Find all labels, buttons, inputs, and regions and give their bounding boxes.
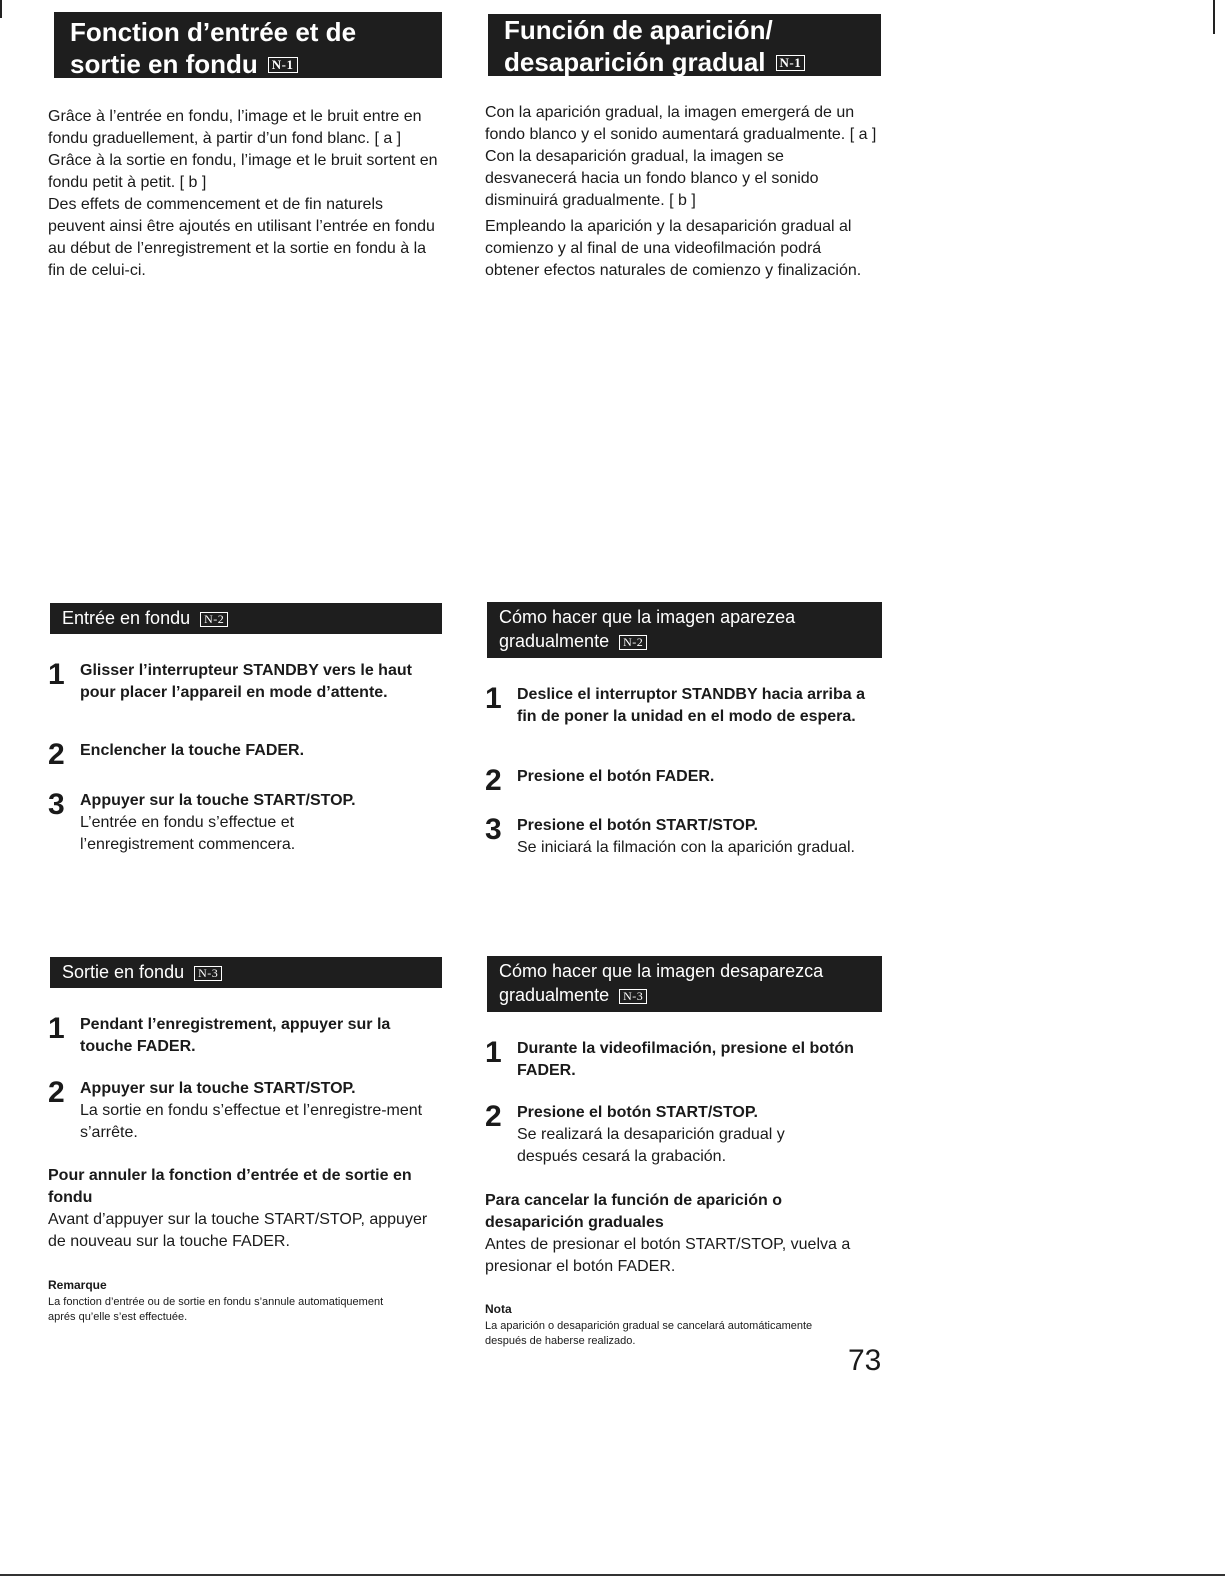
scan-edge-left [0,0,2,18]
es-note-text: La aparición o desaparición gradual se cancelará automáticamente después de haberse realizado. [485,1320,813,1347]
step-title: Deslice el interruptor STANDBY hacia arriba a fin de poner la unidad en el modo de espera. [517,686,865,725]
es-fade-in-heading [487,602,882,658]
fr-note-text: La fonction d’entrée ou de sortie en fondu s’annule automatiquement aprés qu’elle s’est effectuée. [48,1296,384,1323]
fr-fade-out-step-2 [48,1078,443,1144]
es-fade-out-badge: N-3 [619,989,647,1004]
fr-intro [48,106,443,282]
fr-fade-in-badge: N-2 [200,612,228,627]
es-cancel-title: Para cancelar la función de aparición o desaparición graduales [485,1192,782,1231]
step-number: 2 [485,1100,502,1133]
es-note-label: Nota [485,1302,512,1316]
fr-fade-in-step-3 [48,790,443,856]
fr-fade-out-badge: N-3 [194,966,222,981]
es-section-title [488,14,881,76]
fr-intro-p2: Grâce à la sortie en fondu, l’image et le bruit sortent en fondu petit à petit. [ b ] [48,152,438,191]
fr-fade-out-heading [50,957,442,988]
fr-intro-p1: Grâce à l’entrée en fondu, l’image et le bruit entre en fondu graduellement, à partir d’un fond blanc. [ a ] [48,108,422,147]
step-description: Se realizará la desaparición gradual y después cesará la grabación. [517,1126,785,1165]
fr-note [48,1278,388,1325]
es-title-badge: N-1 [776,55,806,71]
step-number: 2 [485,764,502,797]
step-description: L’entrée en fondu s’effectue et l’enregistrement commencera. [80,814,296,853]
fr-fade-in-heading [50,603,442,634]
step-description: Se iniciará la filmación con la aparición gradual. [517,839,855,856]
step-title: Presione el botón FADER. [517,768,715,785]
fr-title-badge: N-1 [268,57,298,73]
es-intro-p1: Con la aparición gradual, la imagen emergerá de un fondo blanco y el sonido aumentará gradualmente. [ a ] [485,104,877,143]
es-fade-out-heading-text: Cómo hacer que la imagen desaparezca gradualmente [499,961,824,1005]
step-title: Enclencher la touche FADER. [80,742,305,759]
step-title: Appuyer sur la touche START/STOP. [80,1080,356,1097]
step-number: 1 [485,682,502,715]
es-fade-out-step-2 [485,1102,885,1168]
step-number: 1 [48,1012,65,1045]
es-fade-out-step-1 [485,1038,885,1082]
step-title: Presione el botón START/STOP. [517,1104,758,1121]
es-cancel-text: Antes de presionar el botón START/STOP, vuelva a presionar el botón FADER. [485,1236,851,1275]
scan-edge-right [1213,0,1215,34]
step-number: 1 [485,1036,502,1069]
es-cancel-section [485,1190,885,1278]
es-fade-out-heading [487,956,882,1012]
es-fade-in-step-3 [485,815,885,859]
es-title-text: Función de aparición/ desaparición gradual [504,15,773,77]
fr-fade-in-step-1 [48,660,443,704]
es-intro [485,102,885,282]
step-title: Presione el botón START/STOP. [517,817,758,834]
step-number: 3 [485,813,502,846]
es-fade-in-heading-text: Cómo hacer que la imagen aparezea gradualmente [499,607,796,651]
fr-section-title [54,12,442,78]
es-note [485,1302,815,1349]
fr-cancel-text: Avant d’appuyer sur la touche START/STOP, appuyer de nouveau sur la touche FADER. [48,1211,428,1250]
page-number: 73 [848,1344,882,1377]
es-intro-p3: Empleando la aparición y la desaparición gradual al comienzo y al final de una videofilmación podrá obtener efectos naturales de comienzo y finalización. [485,218,862,279]
step-title: Pendant l’enregistrement, appuyer sur la touche FADER. [80,1016,391,1055]
fr-fade-out-heading-text: Sortie en fondu [62,962,185,982]
step-number: 3 [48,788,65,821]
es-intro-p2: Con la desaparición gradual, la imagen se desvanecerá hacia un fondo blanco y el sonido disminuirá gradualmente. [ b ] [485,148,819,209]
fr-cancel-section [48,1165,443,1253]
es-fade-in-step-1 [485,684,885,728]
scan-edge-bottom [0,1574,1225,1576]
fr-fade-out-step-1 [48,1014,443,1058]
es-fade-in-badge: N-2 [619,635,647,650]
fr-title-text: Fonction d’entrée et de sortie en fondu [70,17,357,79]
step-number: 2 [48,1076,65,1109]
step-title: Appuyer sur la touche START/STOP. [80,792,356,809]
step-description: La sortie en fondu s’effectue et l’enregistre-ment s’arrête. [80,1102,423,1141]
fr-cancel-title: Pour annuler la fonction d’entrée et de sortie en fondu [48,1167,412,1206]
fr-note-label: Remarque [48,1278,107,1292]
fr-fade-in-step-2 [48,738,443,771]
step-title: Glisser l’interrupteur STANDBY vers le haut pour placer l’appareil en mode d’attente. [80,662,412,701]
fr-intro-p3: Des effets de commencement et de fin naturels peuvent ainsi être ajoutés en utilisant l’entrée en fondu au début de l’enregistrement et la sortie en fondu à la fin de celui-ci. [48,196,435,279]
step-title: Durante la videofilmación, presione el botón FADER. [517,1040,854,1079]
step-number: 1 [48,658,65,691]
step-number: 2 [48,738,65,771]
fr-fade-in-heading-text: Entrée en fondu [62,608,191,628]
es-fade-in-step-2 [485,764,885,797]
